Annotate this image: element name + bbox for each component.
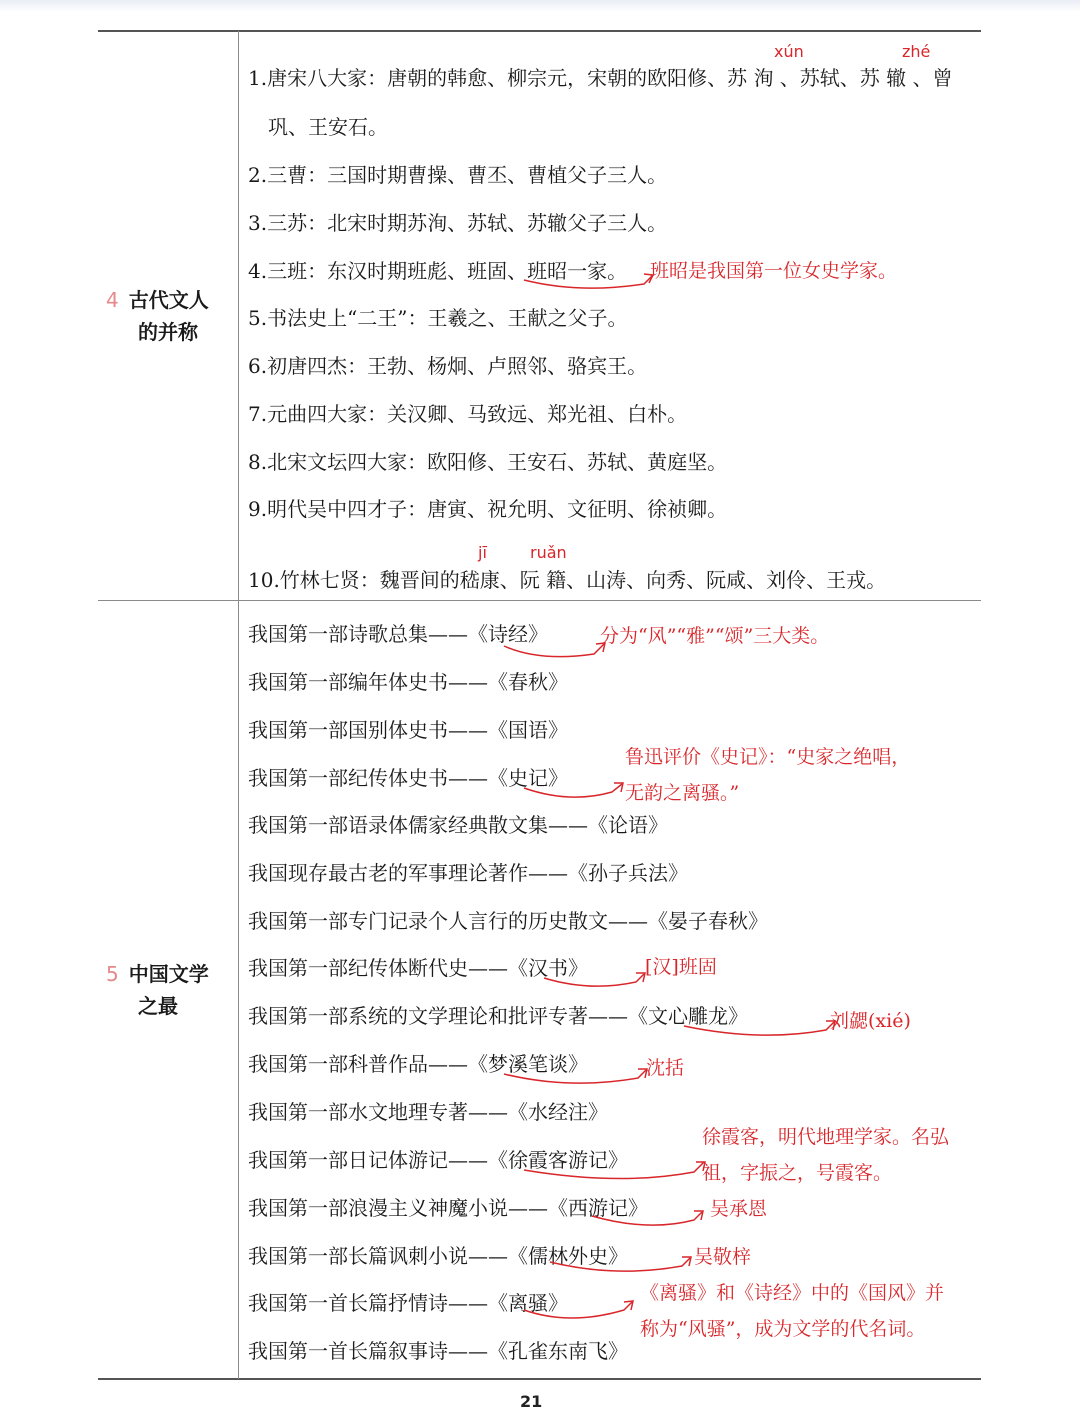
handwritten-note: 吴敬梓: [694, 1246, 752, 1268]
list-item: 我国第一部浪漫主义神魔小说——《西游记》: [248, 1196, 648, 1220]
section-title-line1: 古代文人: [128, 288, 209, 312]
list-item: 巩、王安石。: [268, 115, 388, 139]
handwritten-note: 无韵之离骚。”: [625, 782, 740, 804]
list-item: 我国第一部系统的文学理论和批评专著——《文心雕龙》: [248, 1004, 748, 1028]
handwritten-note: 徐霞客，明代地理学家。名弘: [702, 1126, 950, 1148]
list-item: 我国第一部编年体史书——《春秋》: [248, 670, 568, 694]
column-divider: [238, 31, 239, 1379]
section-divider: [98, 600, 981, 601]
handwritten-note: 称为“风骚”，成为文学的代名词。: [640, 1318, 926, 1340]
section-number: 5: [106, 962, 119, 986]
section-4-label: [106, 284, 209, 348]
section-title-line2: 的并称: [138, 320, 198, 344]
handwritten-note: 祖，字振之，号霞客。: [702, 1162, 893, 1184]
list-item: 我国第一部水文地理专著——《水经注》: [248, 1100, 608, 1124]
section-title-line1: 中国文学: [128, 962, 209, 986]
list-item: 5.书法史上“二王”：王羲之、王献之父子。: [248, 306, 628, 330]
table-bottom-rule: [98, 1378, 981, 1380]
page-number: 21: [520, 1392, 543, 1411]
handwritten-note: [汉]班固: [645, 956, 717, 978]
table-top-rule: [98, 30, 981, 32]
pinyin-annotation: zhé: [902, 42, 931, 61]
handwritten-note: 吴承恩: [710, 1198, 768, 1220]
pinyin-annotation: ruǎn: [530, 543, 567, 562]
section-title-line2: 之最: [138, 994, 178, 1018]
list-item: 4.三班：东汉时期班彪、班固、班昭一家。: [248, 259, 628, 283]
list-item: 9.明代吴中四才子：唐寅、祝允明、文征明、徐祯卿。: [248, 497, 728, 521]
handwritten-note: 《离骚》和《诗经》中的《国风》并: [640, 1282, 945, 1304]
list-item: 3.三苏：北宋时期苏洵、苏轼、苏辙父子三人。: [248, 211, 668, 235]
pinyin-annotation: jī: [478, 543, 487, 562]
list-item: 我国第一部科普作品——《梦溪笔谈》: [248, 1052, 588, 1076]
handwritten-note: 班昭是我国第一位女史学家。: [650, 260, 898, 282]
list-item: 我国第一部纪传体史书——《史记》: [248, 766, 568, 790]
list-item: 我国第一部日记体游记——《徐霞客游记》: [248, 1148, 628, 1172]
list-item: 10.竹林七贤：魏晋间的嵇康、阮 籍、山涛、向秀、阮咸、刘伶、王戎。: [248, 568, 887, 592]
list-item: 我国现存最古老的军事理论著作——《孙子兵法》: [248, 861, 688, 885]
section-number: 4: [106, 288, 119, 312]
list-item: 我国第一部语录体儒家经典散文集——《论语》: [248, 813, 668, 837]
handwritten-note: 分为“风”“雅”“颂”三大类。: [600, 625, 830, 647]
list-item: 我国第一部长篇讽刺小说——《儒林外史》: [248, 1244, 628, 1268]
top-strip: [0, 0, 1080, 12]
list-item: 8.北宋文坛四大家：欧阳修、王安石、苏轼、黄庭坚。: [248, 450, 728, 474]
handwritten-note: 沈括: [646, 1057, 685, 1079]
list-item: 我国第一部国别体史书——《国语》: [248, 718, 568, 742]
list-item: 我国第一部纪传体断代史——《汉书》: [248, 956, 588, 980]
list-item: 我国第一首长篇抒情诗——《离骚》: [248, 1291, 568, 1315]
list-item: 我国第一首长篇叙事诗——《孔雀东南飞》: [248, 1339, 628, 1363]
list-item: 2.三曹：三国时期曹操、曹丕、曹植父子三人。: [248, 163, 668, 187]
list-item: 1.唐宋八大家：唐朝的韩愈、柳宗元，宋朝的欧阳修、苏 洵 、苏轼、苏 辙 、曾: [248, 66, 953, 90]
list-item: 6.初唐四杰：王勃、杨炯、卢照邻、骆宾王。: [248, 354, 648, 378]
section-5-label: [106, 958, 209, 1022]
handwritten-note: 鲁迅评价《史记》：“史家之绝唱，: [625, 746, 911, 768]
list-item: 我国第一部专门记录个人言行的历史散文——《晏子春秋》: [248, 909, 768, 933]
pinyin-annotation: xún: [774, 42, 804, 61]
list-item: 我国第一部诗歌总集——《诗经》: [248, 622, 548, 646]
list-item: 7.元曲四大家：关汉卿、马致远、郑光祖、白朴。: [248, 402, 688, 426]
handwritten-note: 刘勰(xié): [830, 1010, 911, 1032]
